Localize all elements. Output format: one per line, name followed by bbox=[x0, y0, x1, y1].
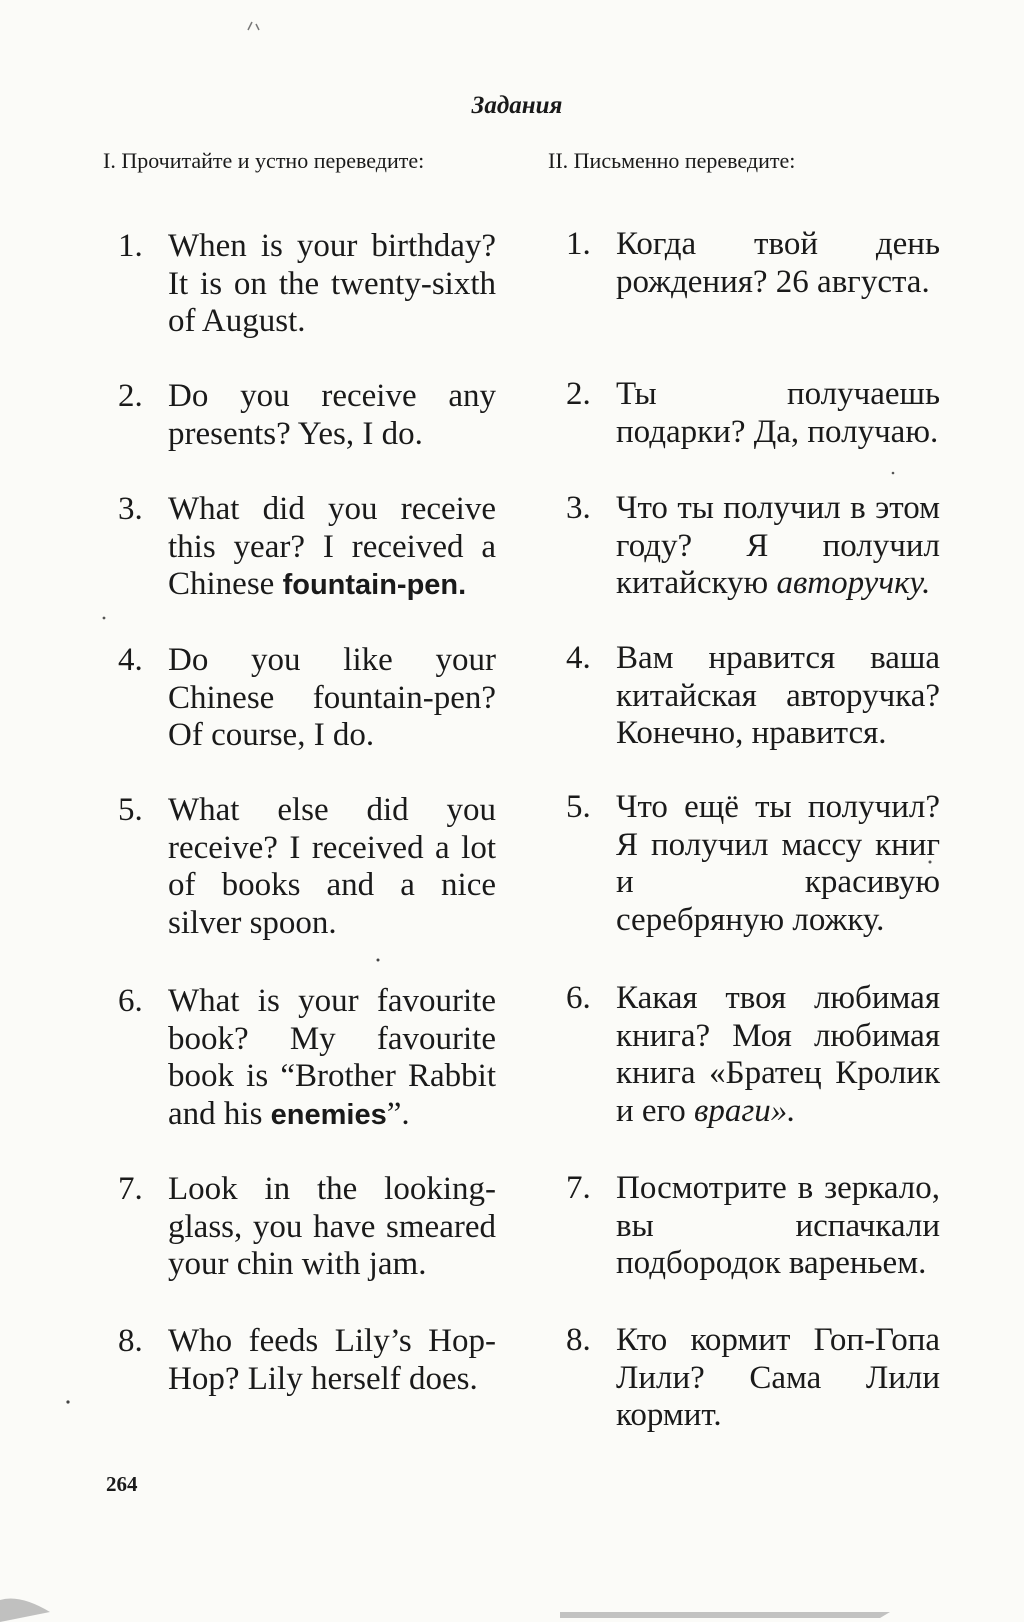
list-item bbox=[118, 642, 496, 755]
item-text: Do you receive any presents? Yes, I do. bbox=[168, 378, 496, 452]
item-number: 8. bbox=[566, 1322, 591, 1358]
item-number: 8. bbox=[118, 1323, 143, 1359]
right-column-heading: II. Письменно переведите: bbox=[548, 148, 796, 173]
list-item bbox=[118, 983, 496, 1134]
item-text-main: What is your favourite book? My favourite book is “Brother Rabbit and his bbox=[168, 983, 496, 1132]
list-item bbox=[118, 1323, 496, 1398]
item-number: 7. bbox=[566, 1170, 591, 1206]
list-item bbox=[566, 789, 940, 939]
item-text-main: Что ты получил в этом году? Я получил китайскую bbox=[616, 490, 940, 601]
item-text: What else did you receive? I received a lot of books and a nice silver spoon. bbox=[168, 792, 496, 941]
list-item bbox=[118, 378, 496, 453]
item-text: Когда твой день рождения? 26 августа. bbox=[616, 226, 940, 300]
item-text-tail: ”. bbox=[386, 1095, 410, 1132]
item-text: When is your birthday? It is on the twenty-sixth of August. bbox=[168, 228, 496, 339]
list-item bbox=[118, 1171, 496, 1284]
list-item bbox=[118, 491, 496, 605]
item-text-italic: враги». bbox=[694, 1092, 796, 1129]
item-number: 5. bbox=[118, 792, 143, 828]
page-number: 264 bbox=[106, 1472, 138, 1496]
item-number: 6. bbox=[118, 983, 143, 1019]
item-number: 4. bbox=[566, 640, 591, 676]
list-item bbox=[566, 980, 940, 1130]
item-number: 2. bbox=[566, 376, 591, 412]
item-text-italic: авторучку. bbox=[776, 565, 931, 601]
item-number: 3. bbox=[566, 490, 591, 526]
list-item bbox=[566, 1170, 940, 1283]
list-item bbox=[566, 1322, 940, 1435]
list-item bbox=[566, 640, 940, 753]
item-text-main: Какая твоя любимая книга? Моя любимая книга «Братец Кролик и его bbox=[616, 980, 940, 1129]
item-text-bold: enemies bbox=[270, 1098, 387, 1131]
item-number: 3. bbox=[118, 491, 143, 527]
item-number: 2. bbox=[118, 378, 143, 414]
item-text: Do you like your Chinese fountain-pen? Of course, I do. bbox=[168, 642, 496, 753]
list-item bbox=[566, 490, 940, 603]
item-number: 5. bbox=[566, 789, 591, 825]
item-number: 1. bbox=[118, 228, 143, 264]
item-number: 7. bbox=[118, 1171, 143, 1207]
list-item bbox=[118, 792, 496, 942]
list-item bbox=[118, 228, 496, 341]
item-number: 6. bbox=[566, 980, 591, 1016]
item-text: Кто кормит Гоп-Гопа Лили? Сама Лили кормит. bbox=[616, 1322, 940, 1433]
item-number: 4. bbox=[118, 642, 143, 678]
item-text: Посмотрите в зеркало, вы испачкали подбородок вареньем. bbox=[616, 1170, 940, 1281]
item-text-bold: fountain-pen. bbox=[282, 569, 467, 601]
item-text: Вам нравится ваша китайская авторучка? Конечно, нравится. bbox=[616, 640, 940, 751]
item-text bbox=[168, 491, 496, 605]
item-text bbox=[616, 980, 940, 1130]
item-text: Look in the looking-glass, you have smeared your chin with jam. bbox=[168, 1171, 496, 1282]
list-item bbox=[566, 226, 940, 301]
page-title: Задания bbox=[471, 92, 563, 119]
item-text: Who feeds Lily’s Hop-Hop? Lily herself does. bbox=[168, 1323, 496, 1397]
item-text bbox=[168, 983, 496, 1134]
item-text: Ты получаешь подарки? Да, получаю. bbox=[616, 376, 940, 450]
item-number: 1. bbox=[566, 226, 591, 262]
item-text: Что ещё ты получил? Я получил массу книг и красивую серебряную ложку. bbox=[616, 789, 940, 938]
left-column-heading: I. Прочитайте и устно переведите: bbox=[103, 148, 425, 173]
list-item bbox=[566, 376, 940, 451]
item-text-main: What did you receive this year? I received a Chinese bbox=[168, 491, 496, 602]
item-text bbox=[616, 490, 940, 603]
